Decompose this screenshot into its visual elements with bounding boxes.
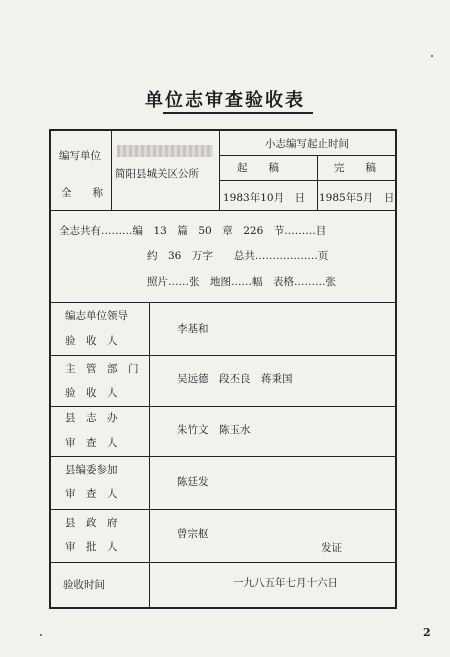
row-dept-label1: 主 管 部 门 <box>65 363 139 375</box>
review-form <box>49 129 397 609</box>
row-government-value: 曾宗枢 <box>177 528 209 540</box>
rule <box>51 210 397 211</box>
rule <box>111 131 112 210</box>
unit-smudge <box>117 145 213 157</box>
speck <box>40 634 42 636</box>
rule <box>317 155 318 210</box>
row-government-label1: 县 政 府 <box>65 517 118 529</box>
rule <box>51 456 397 457</box>
totals-line3: 照片……张 地图……幅 表格………张 <box>147 276 336 288</box>
acceptance-label: 验收时间 <box>63 579 105 591</box>
title-underline <box>163 112 313 114</box>
rule <box>219 180 397 181</box>
totals-line1: 全志共有………编 13 篇 50 章 226 节………目 <box>59 225 327 237</box>
rule <box>219 155 397 156</box>
page-title: 单位志审查验收表 <box>145 90 305 111</box>
unit-label-line1: 编写单位 <box>59 150 101 162</box>
period-end-value: 1985年5月 日 <box>319 192 395 204</box>
row-leader-label2: 验 收 人 <box>65 335 118 347</box>
rule <box>51 509 397 510</box>
row-office-value: 朱竹文 陈玉水 <box>177 424 251 436</box>
row-dept-value: 吴远德 段丕良 蒋秉国 <box>177 373 293 385</box>
acceptance-value: 一九八五年七月十六日 <box>233 577 338 589</box>
rule <box>149 302 150 609</box>
period-start-value: 1983年10月 日 <box>223 192 306 204</box>
unit-label-line2: 全 称 <box>61 187 103 199</box>
rule <box>51 355 397 356</box>
period-end-label: 完 稿 <box>334 162 376 174</box>
row-committee-label2: 审 查 人 <box>65 488 118 500</box>
totals-line2: 约 36 万字 总共………………页 <box>147 250 329 262</box>
row-dept-label2: 验 收 人 <box>65 387 118 399</box>
row-office-label1: 县 志 办 <box>65 412 118 424</box>
row-government-extra: 发证 <box>321 542 342 554</box>
row-committee-label1: 县编委参加 <box>65 464 118 476</box>
page-number: 2 <box>423 626 431 639</box>
rule <box>51 562 397 563</box>
unit-name: 简阳县城关区公所 <box>115 168 199 180</box>
speck <box>431 55 433 57</box>
row-leader-label1: 编志单位领导 <box>65 310 128 322</box>
row-government-label2: 审 批 人 <box>65 541 118 553</box>
row-committee-value: 陈廷发 <box>177 476 209 488</box>
row-office-label2: 审 查 人 <box>65 437 118 449</box>
row-leader-value: 李基和 <box>177 323 209 335</box>
rule <box>51 302 397 303</box>
period-start-label: 起 稿 <box>237 162 279 174</box>
period-header: 小志编写起止时间 <box>265 138 349 150</box>
rule <box>219 131 220 210</box>
rule <box>51 406 397 407</box>
